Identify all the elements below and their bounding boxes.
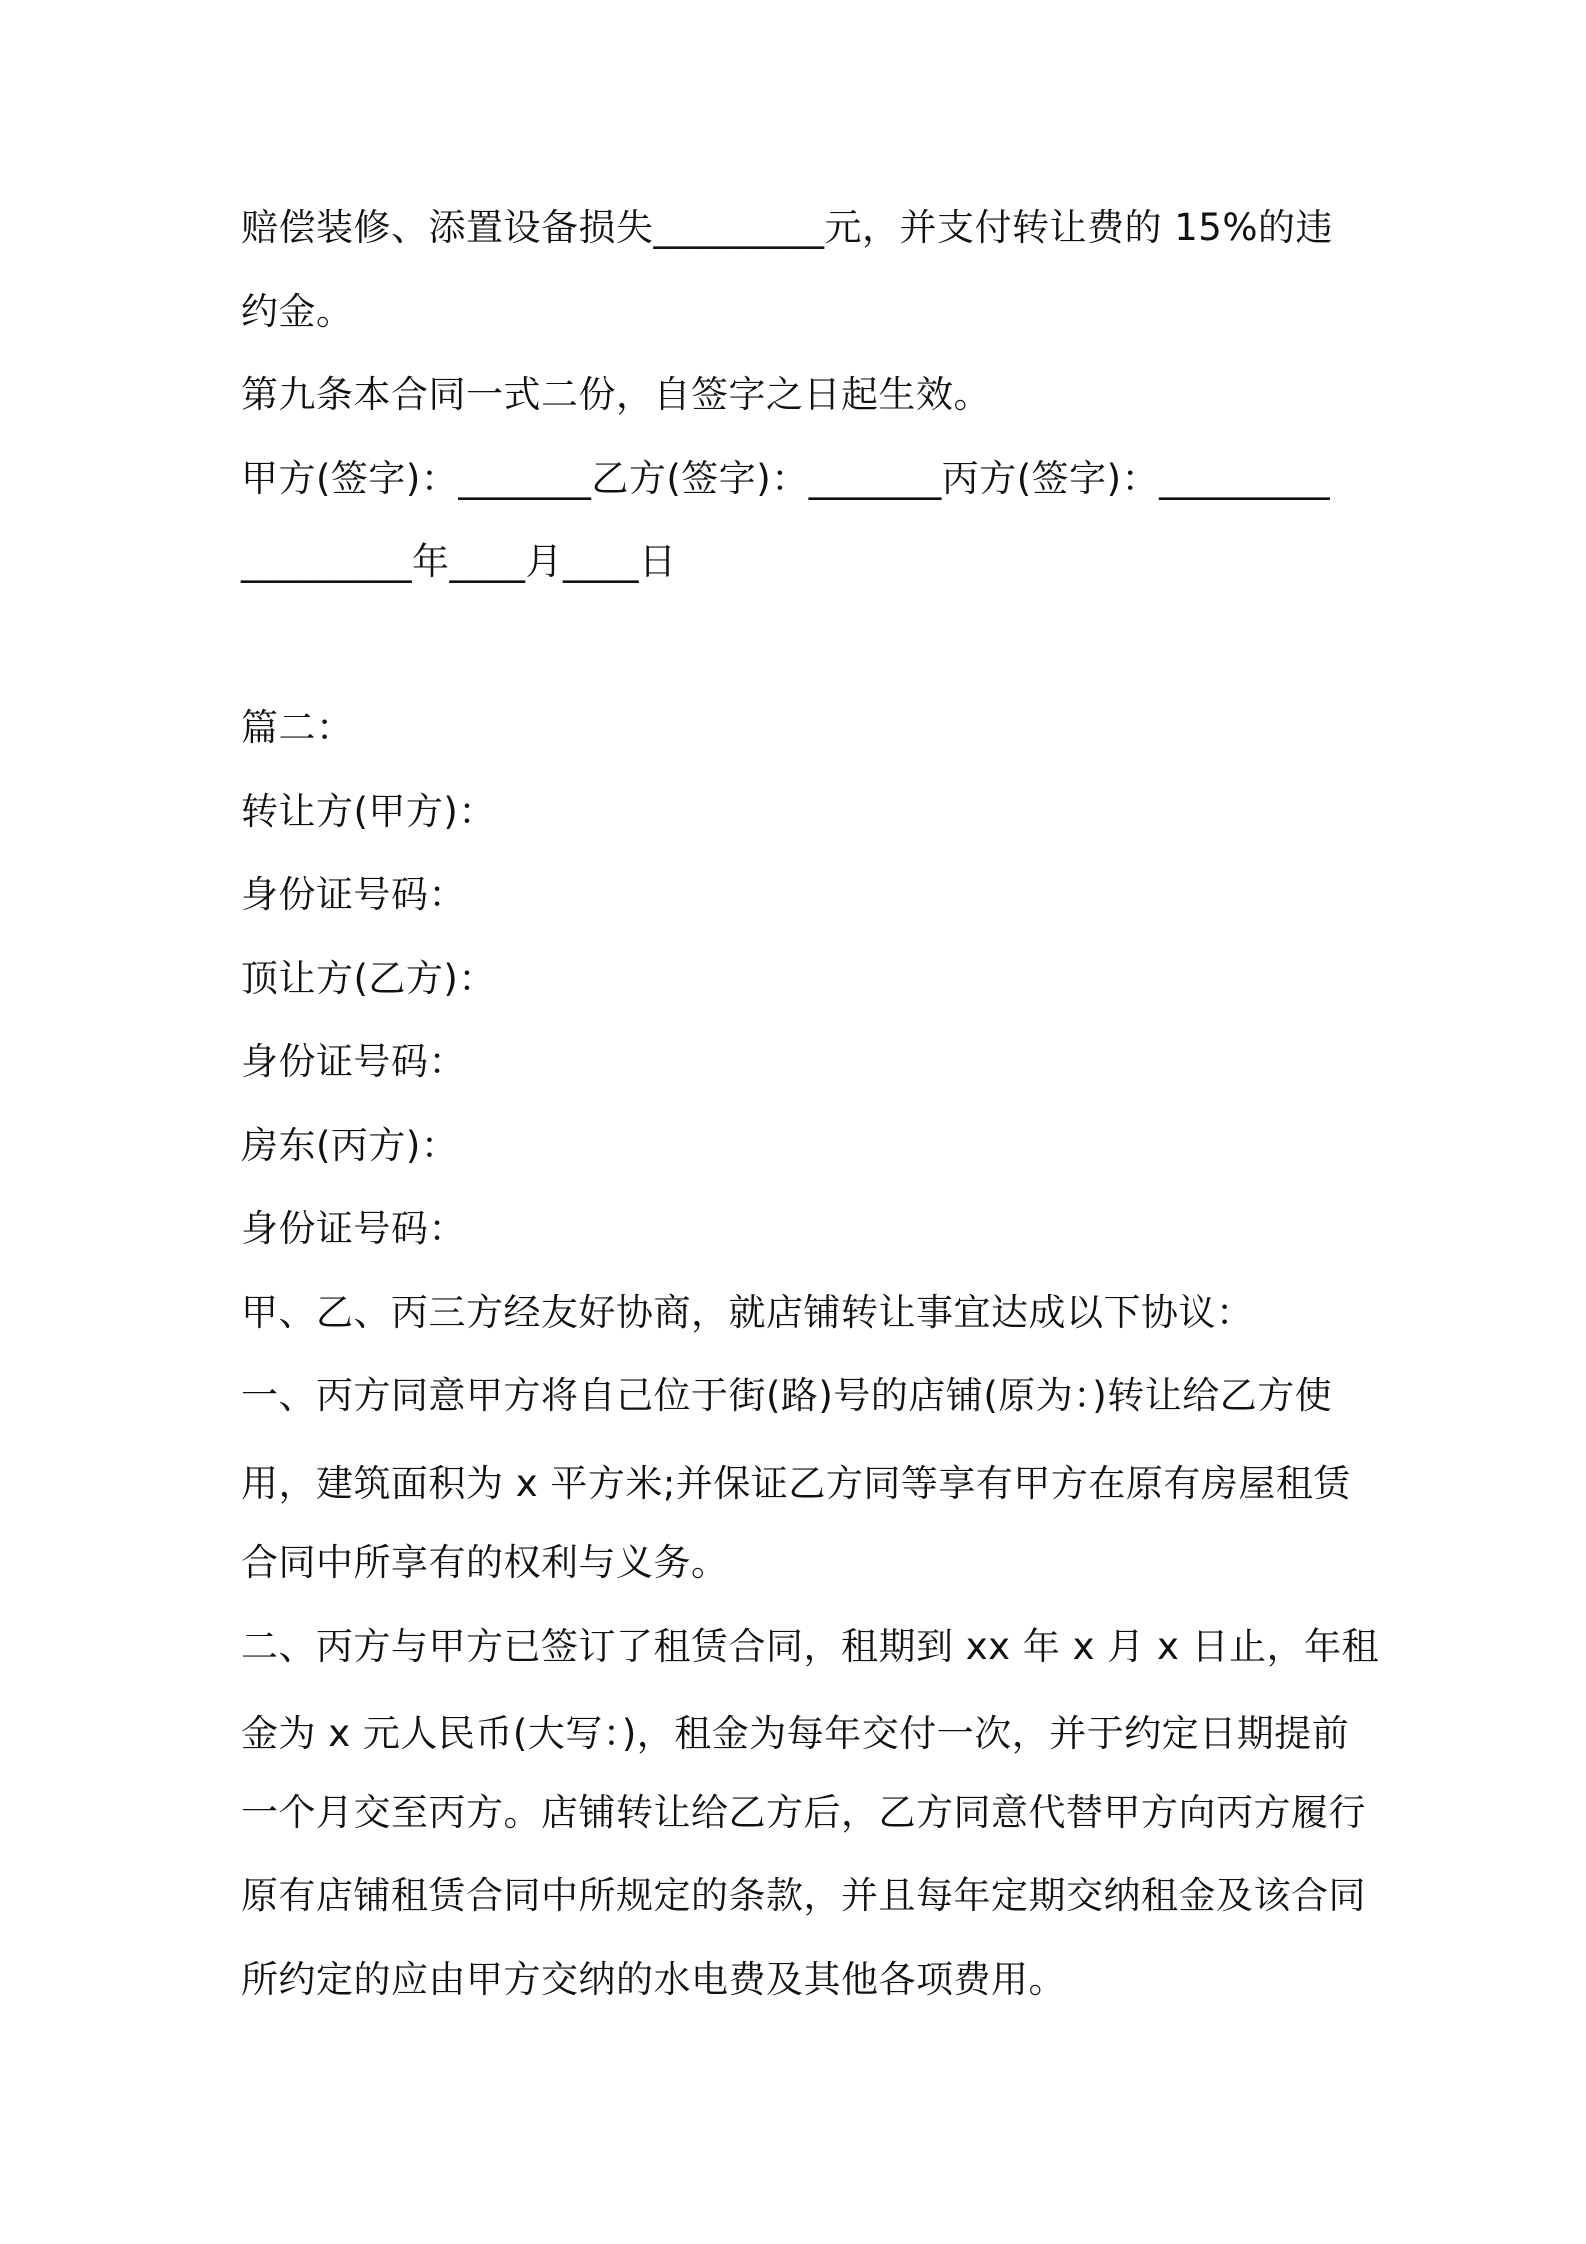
paragraph-line: 赔偿装修、添置设备损失_________元，并支付转让费的 15%的违 <box>241 206 1333 249</box>
signature-line: 甲方(签字)：_______乙方(签字)：_______丙方(签字)：_________ <box>241 457 1331 500</box>
section-heading: 篇二： <box>241 706 354 749</box>
id-number-field: 身份证号码： <box>241 1207 466 1250</box>
transferor-field: 转让方(甲方)： <box>241 790 496 833</box>
landlord-field: 房东(丙方)： <box>241 1124 459 1167</box>
date-line: _________年____月____日 <box>241 540 677 583</box>
paragraph-line: 约金。 <box>241 290 354 333</box>
clause-nine: 第九条本合同一式二份，自签字之日起生效。 <box>241 373 991 416</box>
clause-two-line: 二、丙方与甲方已签订了租赁合同，租期到 xx 年 x 月 x 日止，年租 <box>241 1625 1380 1668</box>
transferee-field: 顶让方(乙方)： <box>241 957 496 1000</box>
clause-one-line: 一、丙方同意甲方将自己位于街(路)号的店铺(原为：)转让给乙方使 <box>241 1374 1333 1417</box>
id-number-field: 身份证号码： <box>241 873 466 916</box>
id-number-field: 身份证号码： <box>241 1040 466 1083</box>
clause-two-line: 金为 x 元人民币(大写：)，租金为每年交付一次，并于约定日期提前 <box>241 1712 1350 1755</box>
clause-one-line: 用，建筑面积为 x 平方米;并保证乙方同等享有甲方在原有房屋租赁 <box>241 1462 1351 1505</box>
clause-two-line: 一个月交至丙方。店铺转让给乙方后，乙方同意代替甲方向丙方履行 <box>241 1791 1366 1834</box>
clause-two-line: 原有店铺租赁合同中所规定的条款，并且每年定期交纳租金及该合同 <box>241 1874 1366 1917</box>
agreement-intro: 甲、乙、丙三方经友好协商，就店铺转让事宜达成以下协议： <box>241 1291 1254 1334</box>
clause-one-line: 合同中所享有的权利与义务。 <box>241 1541 729 1584</box>
clause-two-line: 所约定的应由甲方交纳的水电费及其他各项费用。 <box>241 1958 1066 2001</box>
